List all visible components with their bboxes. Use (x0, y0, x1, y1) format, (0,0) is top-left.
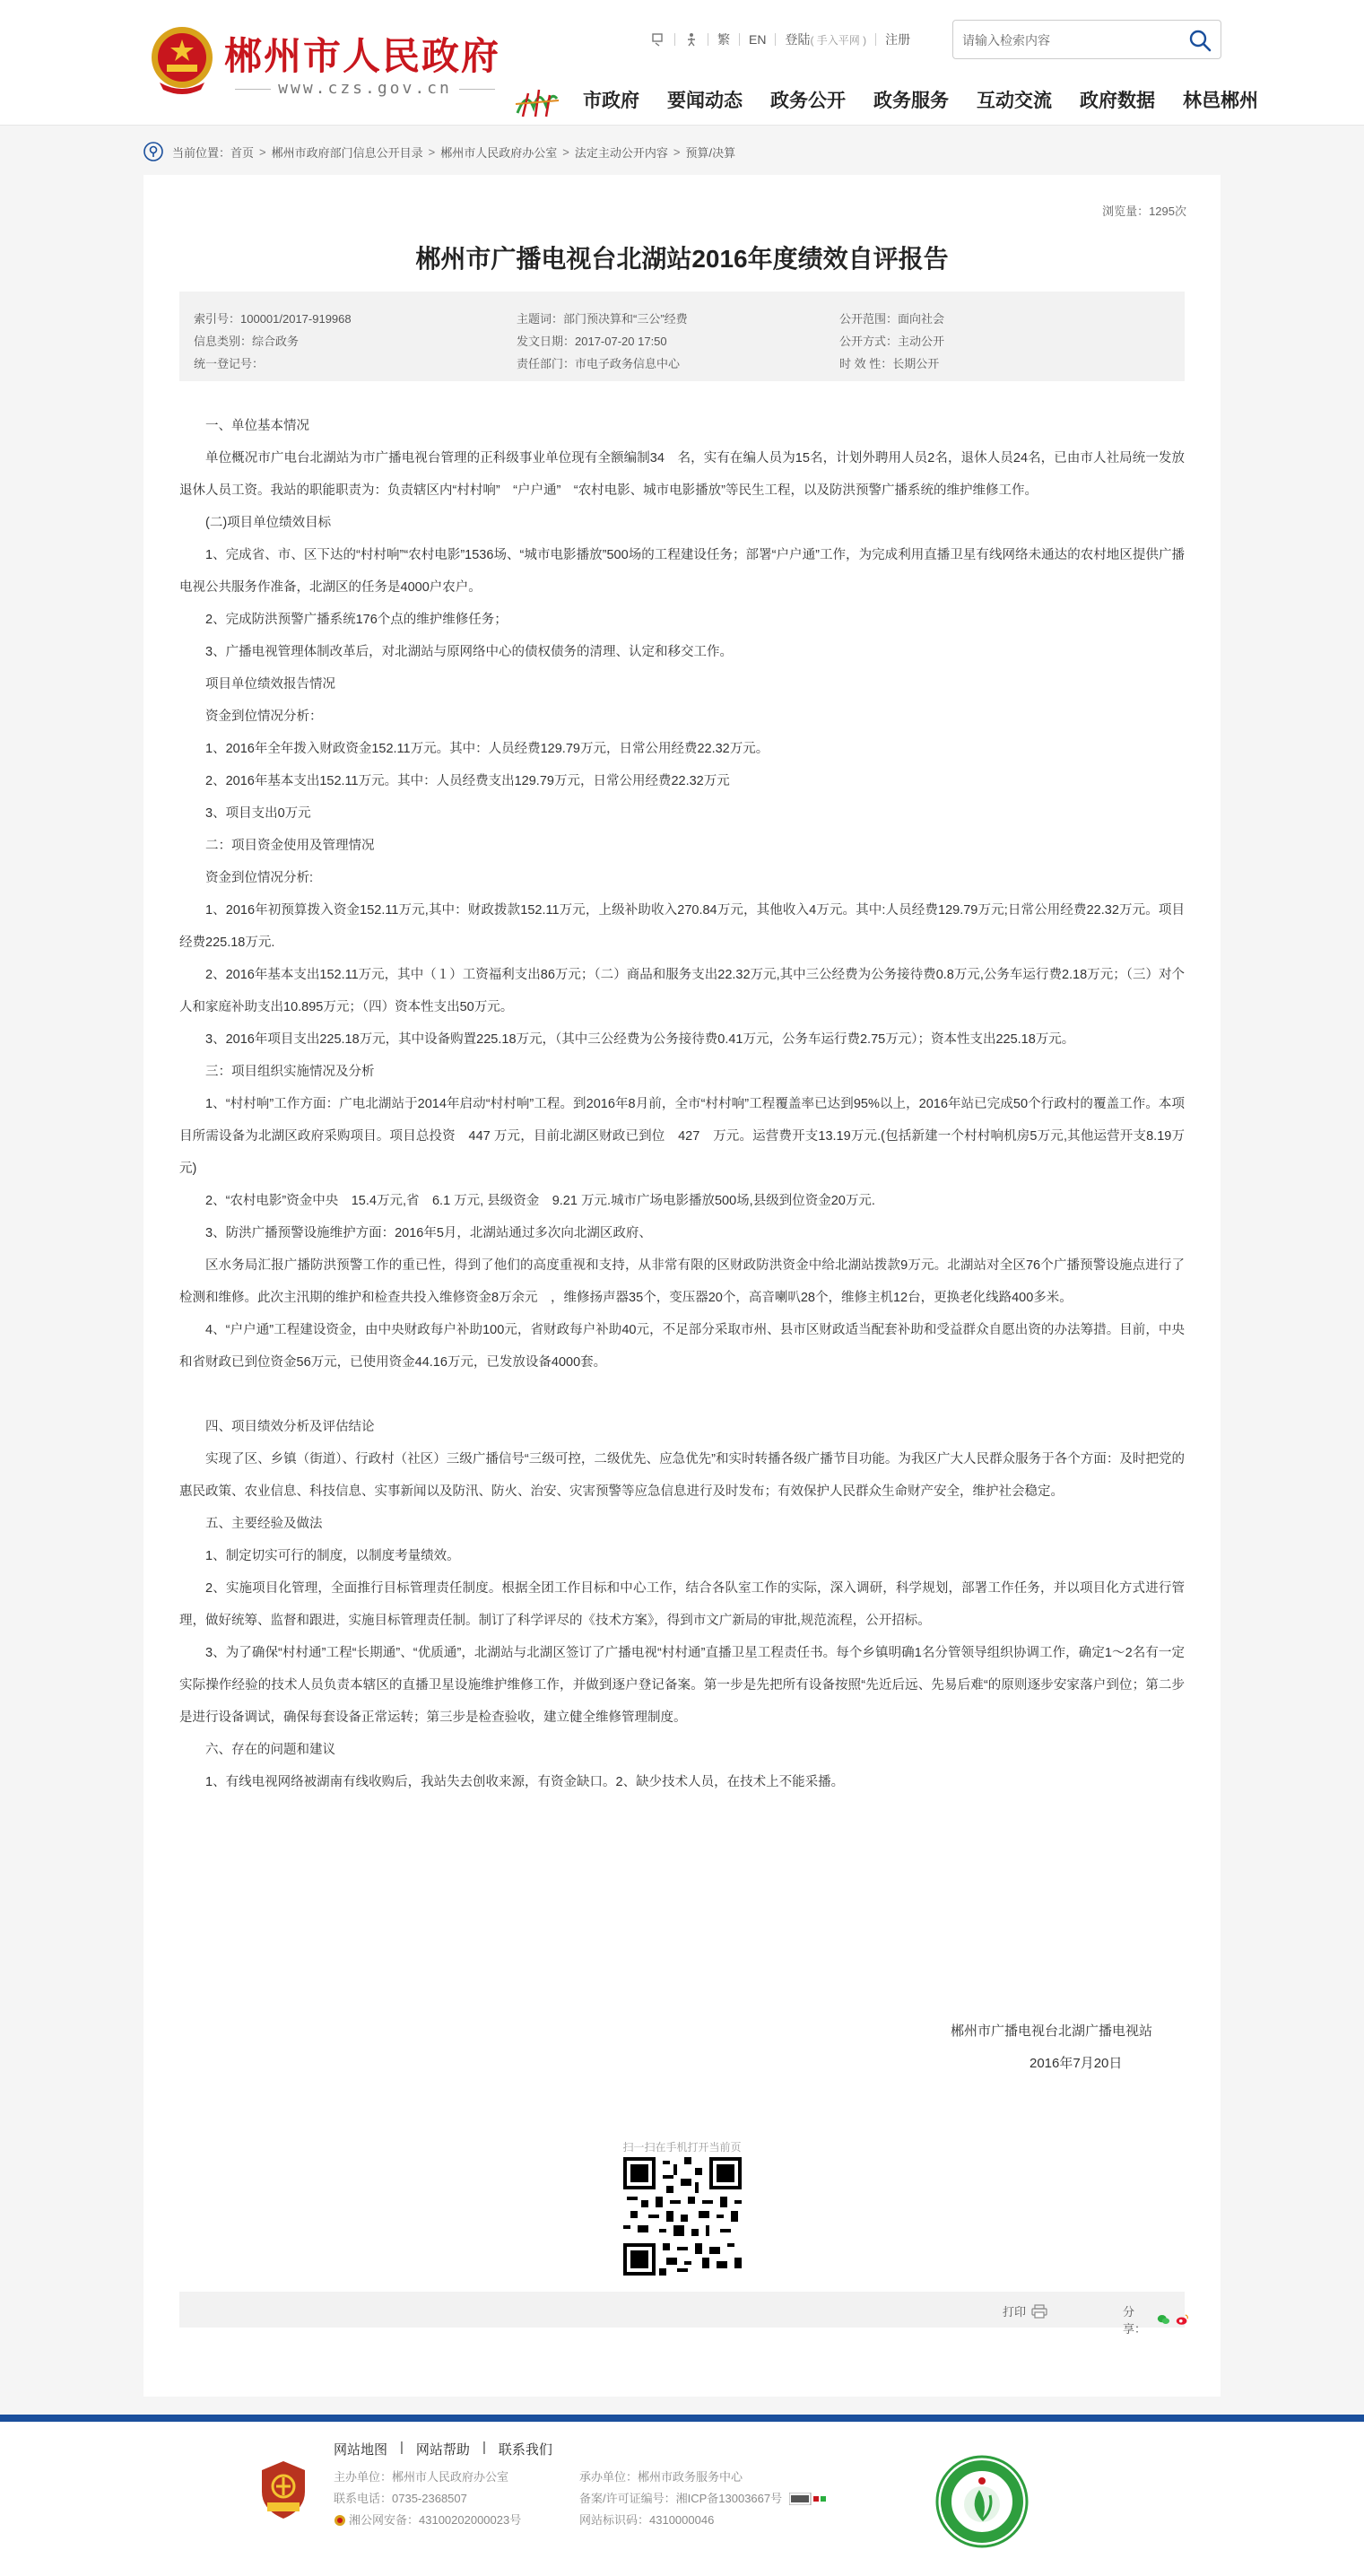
paragraph: 3、防洪广播预警设施维护方面：2016年5月，北湖站通过多次向北湖区政府、 (205, 1226, 652, 1240)
traditional-chinese-link[interactable]: 繁 (717, 32, 730, 47)
search-input[interactable] (962, 30, 1177, 51)
meta-dept: 责任部门：市电子政务信息中心 (517, 357, 681, 370)
main-nav (583, 86, 1258, 113)
meta-date: 发文日期：2017-07-20 17:50 (517, 335, 667, 348)
meta-reg-no: 统一登记号： (194, 357, 265, 370)
share-group (1123, 2302, 1189, 2337)
nav-item-city-government[interactable]: 市政府 (583, 91, 639, 111)
civilization-unit-badge-icon (934, 2454, 1030, 2549)
login-link[interactable]: 登陆 (785, 32, 811, 47)
site-title[interactable]: 郴州市人民政府 (224, 37, 501, 78)
national-emblem-icon (147, 23, 217, 95)
location-pin-icon (143, 142, 163, 161)
breadcrumb-separator: > (562, 144, 569, 159)
accessibility-icon[interactable] (651, 32, 665, 47)
footer-links (334, 2440, 552, 2459)
nav-item-news[interactable]: 要闻动态 (667, 91, 743, 111)
login-note: ( 手入平网 ) (810, 33, 867, 47)
meta-scope: 公开范围：面向社会 (839, 312, 945, 326)
share-bar (179, 2292, 1185, 2336)
error-finding-badge-icon[interactable] (258, 2459, 308, 2520)
article-title: 郴州市广播电视台北湖站2016年度绩效自评报告 (415, 245, 949, 273)
breadcrumb-label: 当前位置： (172, 145, 231, 160)
paragraph: 单位概况市广电台北湖站为市广播电视台管理的正科级事业单位现有全额编制34 名，实有在编人员为15名，计划外聘用人员2名，退休人员24名，已由市人社局统一发放退休人员工资。我站的职能职责为：负责辖区内“村村响” “户户通” “农村电影、城市电影播放”等民生工程，以及防洪预警广播系统的维护维修工作。 (179, 451, 1185, 498)
nav-item-interaction[interactable]: 互动交流 (977, 91, 1052, 111)
search-icon[interactable] (1188, 29, 1212, 52)
section-heading: 六、存在的问题和建议 (205, 1743, 335, 1757)
nav-item-public-affairs[interactable]: 政务公开 (770, 91, 846, 111)
toolbar-divider (875, 33, 876, 46)
paragraph: 3、2016年项目支出225.18万元，其中设备购置225.18万元，（其中三公经费为公务接待费0.41万元，公务车运行费2.75万元）；资本性支出225.18万元。 (205, 1032, 1075, 1047)
footer-link-separator: | (400, 2440, 404, 2455)
meta-validity: 时 效 性：长期公开 (839, 357, 940, 370)
site-url: www.czs.gov.cn (235, 79, 495, 98)
english-link[interactable]: EN (749, 32, 767, 47)
section-heading: 二：项目资金使用及管理情况 (205, 839, 375, 853)
toolbar-divider (739, 33, 740, 46)
footer-icp[interactable]: 备案/许可证编号：湘ICP备13003667号 (579, 2492, 783, 2505)
print-button[interactable] (1003, 2302, 1047, 2319)
qr-caption: 扫一扫在手机打开当前页 (622, 2141, 742, 2154)
weibo-icon[interactable] (1176, 2312, 1189, 2327)
breadcrumb-link[interactable]: 首页 (230, 145, 255, 160)
nav-item-linyi-chenzhou[interactable]: 林邑郴州 (1183, 91, 1258, 111)
section-heading: 一、单位基本情况 (205, 419, 309, 433)
section-heading: 项目单位绩效报告情况 (205, 677, 335, 692)
footer-link-help[interactable]: 网站帮助 (415, 2442, 470, 2458)
article-body (179, 410, 1185, 1798)
footer-link-contact[interactable]: 联系我们 (498, 2442, 552, 2458)
toolbar-divider (775, 33, 776, 46)
wechat-icon[interactable] (1157, 2312, 1170, 2327)
paragraph: 3、为了确保“村村通”工程“长期通”、“优质通”，北湖站与北湖区签订了广播电视“村村通”直播卫星工程责任书。每个乡镇明确1名分管领导组织协调工作，确定1～2名有一定实际操作经验的技术人员负责本辖区的直播卫星设施维护维修工作，并做到逐户登记备案。第一步是先把所有设备按照“先近后远、先易后难“的原则逐步安家落户到位；第二步是进行设备调试，确保每套设备正常运转；第三步是检查验收，建立健全维修管理制度。 (179, 1646, 1185, 1725)
footer-police-row (334, 2510, 521, 2531)
article-panel (143, 175, 1221, 2397)
paragraph: 1、2016年全年拨入财政资金152.11万元。其中：人员经费129.79万元，日常公用经费22.32万元。 (205, 742, 769, 756)
footer-sponsor: 主办单位：郴州市人民政府办公室 (334, 2470, 509, 2484)
printer-icon (1031, 2304, 1047, 2319)
paragraph: 1、完成省、市、区下达的“村村响”“农村电影”1536场、“城市电影播放”500场的工程建设任务；部署“户户通”工作，为完成利用直播卫星有线网络未通达的农村地区提供广播电视公共服务作准备，北湖区的任务是4000户农户。 (179, 548, 1185, 595)
paragraph: 1、制定切实可行的制度，以制度考量绩效。 (205, 1549, 460, 1563)
breadcrumb-link[interactable]: 郴州市政府部门信息公开目录 (271, 145, 423, 160)
footer-police[interactable]: 湘公网安备：43100202000023号 (349, 2513, 522, 2527)
paragraph: 2、“农村电影”资金中央 15.4万元,省 6.1 万元, 县级资金 9.21 万元.城市广场电影播放500场,县级到位资金20万元. (205, 1194, 875, 1208)
paragraph: 1、有线电视网络被湖南有线收购后，我站失去创收来源，有资金缺口。2、缺少技术人员，在技术上不能采播。 (205, 1775, 845, 1789)
section-heading: 五、主要经验及做法 (205, 1517, 323, 1531)
article-meta-table (179, 292, 1185, 381)
footer-phone: 联系电话：0735-2368507 (334, 2492, 467, 2505)
site-header (0, 0, 1364, 126)
footer-accent-bar (0, 2415, 1364, 2422)
police-badge-icon (334, 2514, 346, 2527)
breadcrumb-link[interactable]: 郴州市人民政府办公室 (440, 145, 558, 160)
breadcrumb-link[interactable]: 法定主动公开内容 (574, 145, 668, 160)
nav-decoration-icon (514, 81, 560, 120)
view-count: 浏览量：1295次 (1102, 205, 1186, 218)
meta-method: 公开方式：主动公开 (839, 335, 945, 348)
signature-date: 2016年7月20日 (1030, 2056, 1123, 2071)
paragraph: 1、2016年初预算拨入资金152.11万元,其中：财政拨款152.11万元，上级补助收入270.84万元，其他收入4万元。其中:人员经费129.79万元;日常公用经费22.32万元。项目经费225.18万元. (179, 903, 1185, 950)
paragraph: 2、2016年基本支出152.11万元，其中（１）工资福利支出86万元；（二）商品和服务支出22.32万元,其中三公经费为公务接待费0.8万元,公务车运行费2.18万元；（三）对个人和家庭补助支出10.895万元；（四）资本性支出50万元。 (179, 968, 1185, 1014)
paragraph: 区水务局汇报广播防洪预警工作的重已性，得到了他们的高度重视和支持，从非常有限的区财政防洪资金中给北湖站拨款9万元。北湖站对全区76个广播预警设施点进行了检测和维修。此次主汛期的维护和检查共投入维修资金8万余元 ，维修扬声器35个，变压器20个，高音喇叭28个，维修主机12台，更换老化线路400多米。 (179, 1258, 1185, 1305)
cnzz-stat-icon[interactable] (789, 2493, 830, 2505)
breadcrumb-separator: > (673, 144, 681, 159)
paragraph: 2、实施项目化管理，全面推行目标管理责任制度。根据全团工作目标和中心工作，结合各队室工作的实际，深入调研，科学规划，部署工作任务，并以项目化方式进行管理，做好统筹、监督和跟进，实施目标管理责任制。制订了科学评尽的《技术方案》，得到市文广新局的审批,规范流程，公开招标。 (179, 1581, 1185, 1628)
meta-index-no: 索引号：100001/2017-919968 (194, 312, 352, 326)
meta-category: 信息类别：综合政务 (194, 335, 300, 348)
toolbar-divider (674, 33, 675, 46)
paragraph: 3、广播电视管理体制改革后，对北湖站与原网络中心的债权债务的清理、认定和移交工作。 (205, 645, 734, 659)
print-label: 打印 (1003, 2305, 1027, 2319)
footer-site-code: 网站标识码：4310000046 (579, 2513, 715, 2527)
footer-icp-row (579, 2488, 830, 2510)
breadcrumb-link[interactable]: 预算/决算 (685, 145, 736, 160)
paragraph: 1、“村村响”工作方面：广电北湖站于2014年启动“村村响”工程。到2016年8月前，全市“村村响”工程覆盖率已达到95%以上，2016年站已完成50个行政村的覆盖工作。本项目所需设备为北湖区政府采购项目。项目总投资 447 万元，目前北湖区财政已到位 427 万元。运营费开支13.19万元.(包括新建一个村村响机房5万元,其他运营开支8.19万元) (179, 1097, 1185, 1176)
section-heading: 三：项目组织实施情况及分析 (205, 1065, 375, 1079)
signature-organization: 郴州市广播电视台北湖广播电视站 (951, 2023, 1153, 2039)
paragraph: 2、2016年基本支出152.11万元。其中：人员经费支出129.79万元，日常公用经费22.32万元 (205, 774, 730, 788)
section-heading: 四、项目绩效分析及评估结论 (205, 1420, 375, 1434)
breadcrumb-separator: > (428, 144, 436, 159)
footer-link-separator: | (482, 2440, 486, 2455)
paragraph: 4、“户户通”工程建设资金，由中央财政每户补助100元，省财政每户补助40元，不足部分采取市州、县市区财政适当配套补助和受益群众自愿出资的办法筹措。目前，中央和省财政已到位资金56万元，已使用资金44.16万元，已发放设备4000套。 (179, 1323, 1185, 1370)
meta-topic: 主题词：部门预决算和“三公”经费 (517, 312, 688, 326)
paragraph: 资金到位情况分析： (205, 709, 323, 724)
nav-item-government-services[interactable]: 政务服务 (873, 91, 949, 111)
site-footer (0, 2422, 1364, 2576)
paragraph: 资金到位情况分析: (205, 871, 314, 885)
footer-link-sitemap[interactable]: 网站地图 (334, 2442, 388, 2458)
section-heading: (二)项目单位绩效目标 (205, 516, 332, 530)
breadcrumb (143, 142, 735, 161)
paragraph: 3、项目支出0万元 (205, 806, 311, 821)
breadcrumb-separator: > (259, 144, 266, 159)
top-toolbar (651, 30, 910, 48)
footer-organizer: 承办单位：郴州市政务服务中心 (579, 2470, 743, 2484)
paragraph: 实现了区、乡镇（街道）、行政村（社区）三级广播信号“三级可控，二级优先、应急优先”和实时转播各级广播节目功能。为我区广大人民群众服务于各个方面：及时把党的惠民政策、农业信息、科技信息、实事新闻以及防汛、防火、治安、灾害预警等应急信息进行及时发布；有效保护人民群众生命财产安全，维护社会稳定。 (179, 1452, 1185, 1499)
nav-item-government-data[interactable]: 政府数据 (1080, 91, 1155, 111)
search-box (952, 20, 1221, 59)
elderly-mode-icon[interactable] (684, 32, 699, 47)
paragraph: 2、完成防洪预警广播系统176个点的维护维修任务； (205, 613, 508, 627)
qr-code-icon (623, 2157, 742, 2276)
register-link[interactable]: 注册 (885, 32, 911, 47)
share-label: 分享： (1123, 2305, 1147, 2336)
